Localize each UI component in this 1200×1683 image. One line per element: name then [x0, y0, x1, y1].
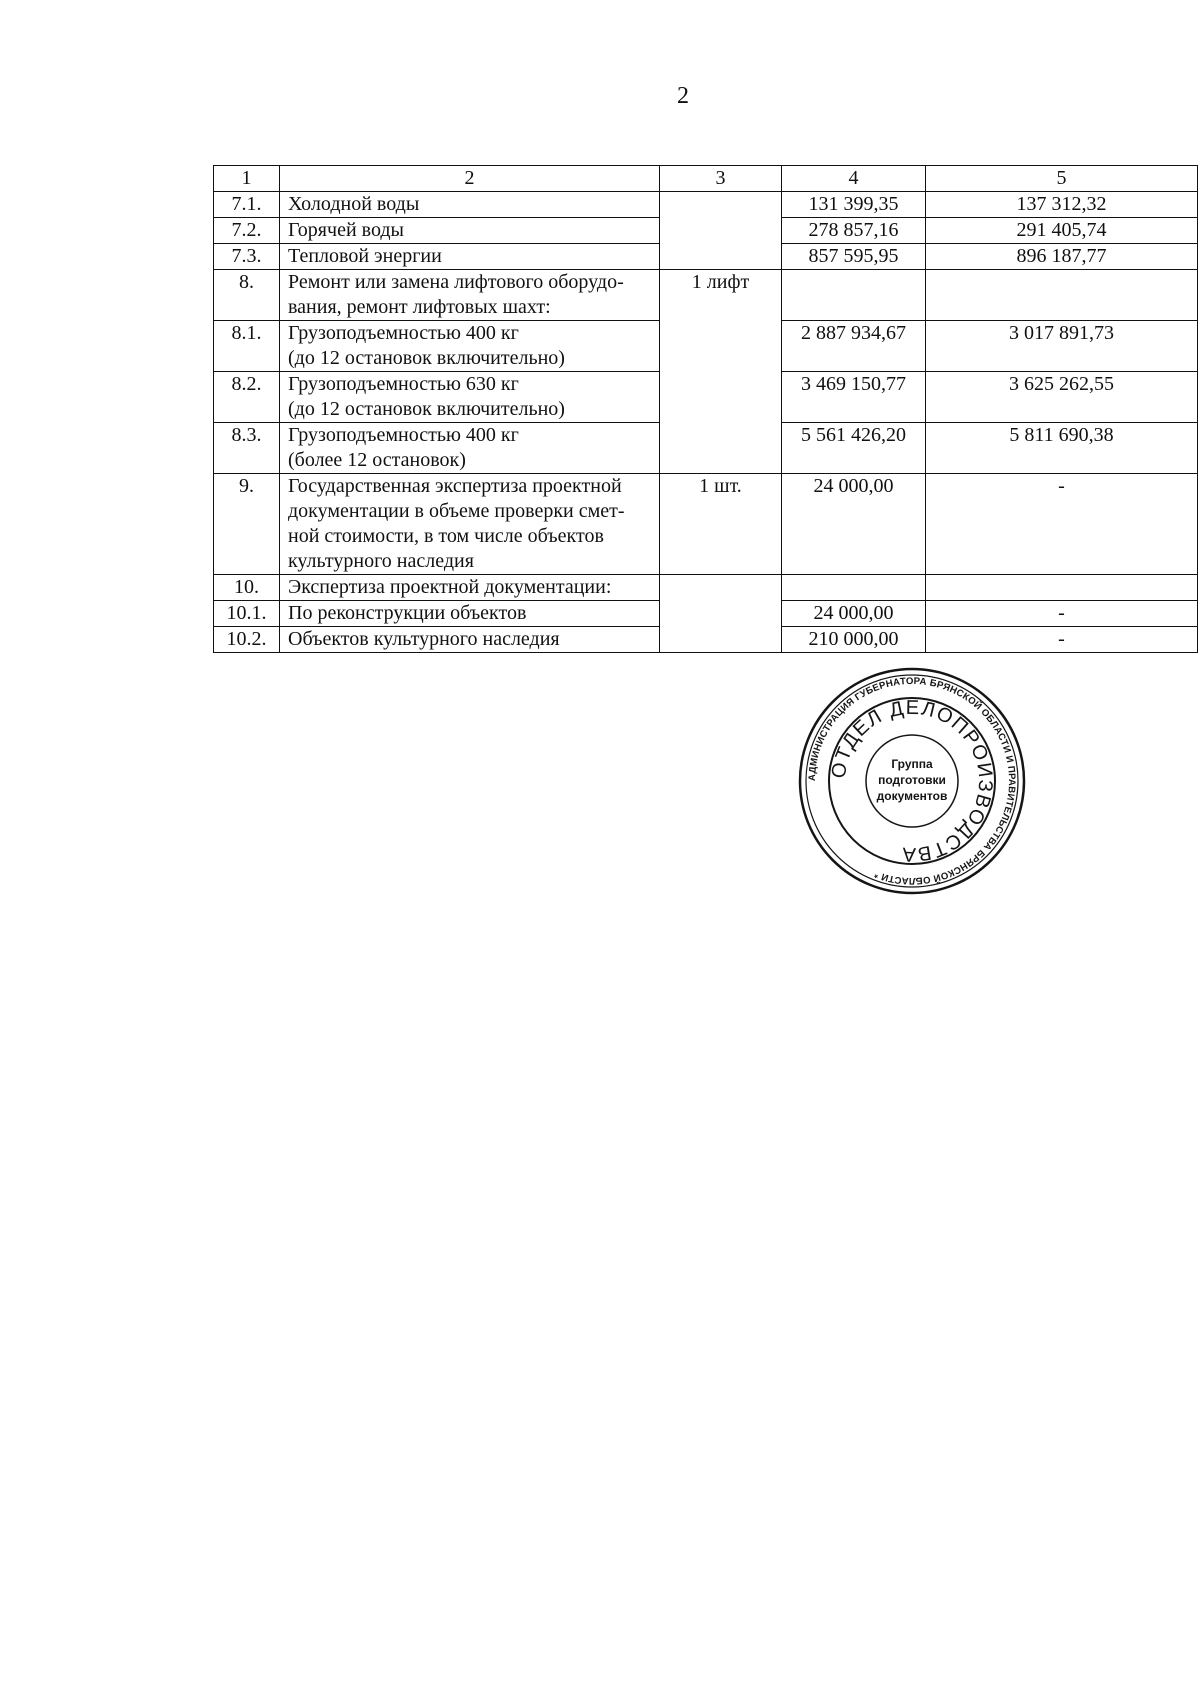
- row-value-col4: 5 561 426,20: [782, 423, 926, 474]
- table-row: [214, 575, 1198, 601]
- row-value-col5: 291 405,74: [926, 218, 1198, 244]
- row-number: 7.2.: [214, 218, 280, 244]
- row-value-col4: 210 000,00: [782, 627, 926, 653]
- table-row: [214, 192, 1198, 218]
- description-line: (до 12 остановок включительно): [288, 347, 565, 369]
- row-description: [280, 474, 660, 575]
- row-number: 7.1.: [214, 192, 280, 218]
- row-number: 10.: [214, 575, 280, 601]
- description-line: вания, ремонт лифтовых шахт:: [288, 296, 551, 318]
- description-line: Грузоподъемностью 630 кг: [288, 373, 519, 395]
- row-description: [280, 244, 660, 270]
- row-value-col4: 857 595,95: [782, 244, 926, 270]
- stamp-center-line-1: Группа: [891, 757, 933, 771]
- description-line: Государственная экспертиза проектной: [288, 475, 622, 497]
- row-description: [280, 423, 660, 474]
- header-cell-1: 1: [214, 166, 280, 192]
- row-value-col4: [782, 270, 926, 321]
- row-value-col4: 2 887 934,67: [782, 321, 926, 372]
- header-cell-3: 3: [660, 166, 782, 192]
- description-line: Объектов культурного наследия: [288, 628, 560, 650]
- page-number: 2: [677, 83, 689, 109]
- row-value-col4: [782, 575, 926, 601]
- row-value-col5: 137 312,32: [926, 192, 1198, 218]
- row-description: [280, 601, 660, 627]
- description-line: По реконструкции объектов: [288, 602, 527, 624]
- row-value-col5: 3 017 891,73: [926, 321, 1198, 372]
- row-description: [280, 627, 660, 653]
- description-line: (более 12 остановок): [288, 449, 466, 471]
- row-value-col4: 3 469 150,77: [782, 372, 926, 423]
- header-cell-5: 5: [926, 166, 1198, 192]
- row-description: [280, 321, 660, 372]
- row-number: 8.3.: [214, 423, 280, 474]
- header-cell-4: 4: [782, 166, 926, 192]
- row-value-col4: 278 857,16: [782, 218, 926, 244]
- description-line: Ремонт или замена лифтового оборудо-: [288, 271, 624, 293]
- row-number: 8.1.: [214, 321, 280, 372]
- row-number: 9.: [214, 474, 280, 575]
- description-line: Грузоподъемностью 400 кг: [288, 424, 519, 446]
- row-value-col4: 24 000,00: [782, 601, 926, 627]
- row-description: [280, 218, 660, 244]
- stamp-center-line-2: подготовки: [878, 773, 946, 787]
- cost-table: [213, 165, 1198, 653]
- description-line: Холодной воды: [288, 193, 420, 215]
- description-line: культурного наследия: [288, 550, 474, 572]
- description-line: документации в объеме проверки смет-: [288, 500, 625, 522]
- stamp-center-line-3: документов: [876, 789, 948, 803]
- row-value-col5: -: [926, 601, 1198, 627]
- table-row: [214, 474, 1198, 575]
- row-number: 8.2.: [214, 372, 280, 423]
- official-stamp: [796, 665, 1028, 897]
- row-description: [280, 372, 660, 423]
- row-unit: [660, 192, 782, 270]
- description-line: Грузоподъемностью 400 кг: [288, 322, 519, 344]
- description-line: (до 12 остановок включительно): [288, 398, 565, 420]
- table-row: [214, 270, 1198, 321]
- row-value-col4: 24 000,00: [782, 474, 926, 575]
- row-value-col5: 5 811 690,38: [926, 423, 1198, 474]
- stamp-outer-text: АДМИНИСТРАЦИЯ ГУБЕРНАТОРА БРЯНСКОЙ ОБЛАСТИ И ПРАВИТЕЛЬСТВА БРЯНСКОЙ ОБЛАСТИ *: [806, 675, 1018, 887]
- row-unit: [660, 575, 782, 653]
- row-value-col5: -: [926, 474, 1198, 575]
- row-number: 10.2.: [214, 627, 280, 653]
- stamp-seal: [796, 665, 1028, 897]
- description-line: Горячей воды: [288, 219, 404, 241]
- row-description: [280, 192, 660, 218]
- row-value-col4: 131 399,35: [782, 192, 926, 218]
- table-header-row: [214, 166, 1198, 192]
- row-description: [280, 270, 660, 321]
- row-value-col5: [926, 270, 1198, 321]
- description-line: Тепловой энергии: [288, 245, 442, 267]
- row-value-col5: [926, 575, 1198, 601]
- row-number: 7.3.: [214, 244, 280, 270]
- row-description: [280, 575, 660, 601]
- stamp-inner-text: ОТДЕЛ ДЕЛОПРОИЗВОДСТВА: [827, 696, 997, 866]
- row-value-col5: 3 625 262,55: [926, 372, 1198, 423]
- description-line: ной стоимости, в том числе объектов: [288, 525, 604, 547]
- header-cell-2: 2: [280, 166, 660, 192]
- row-value-col5: 896 187,77: [926, 244, 1198, 270]
- description-line: Экспертиза проектной документации:: [288, 576, 612, 598]
- row-number: 8.: [214, 270, 280, 321]
- row-unit: 1 лифт: [660, 270, 782, 474]
- row-number: 10.1.: [214, 601, 280, 627]
- row-value-col5: -: [926, 627, 1198, 653]
- row-unit: 1 шт.: [660, 474, 782, 575]
